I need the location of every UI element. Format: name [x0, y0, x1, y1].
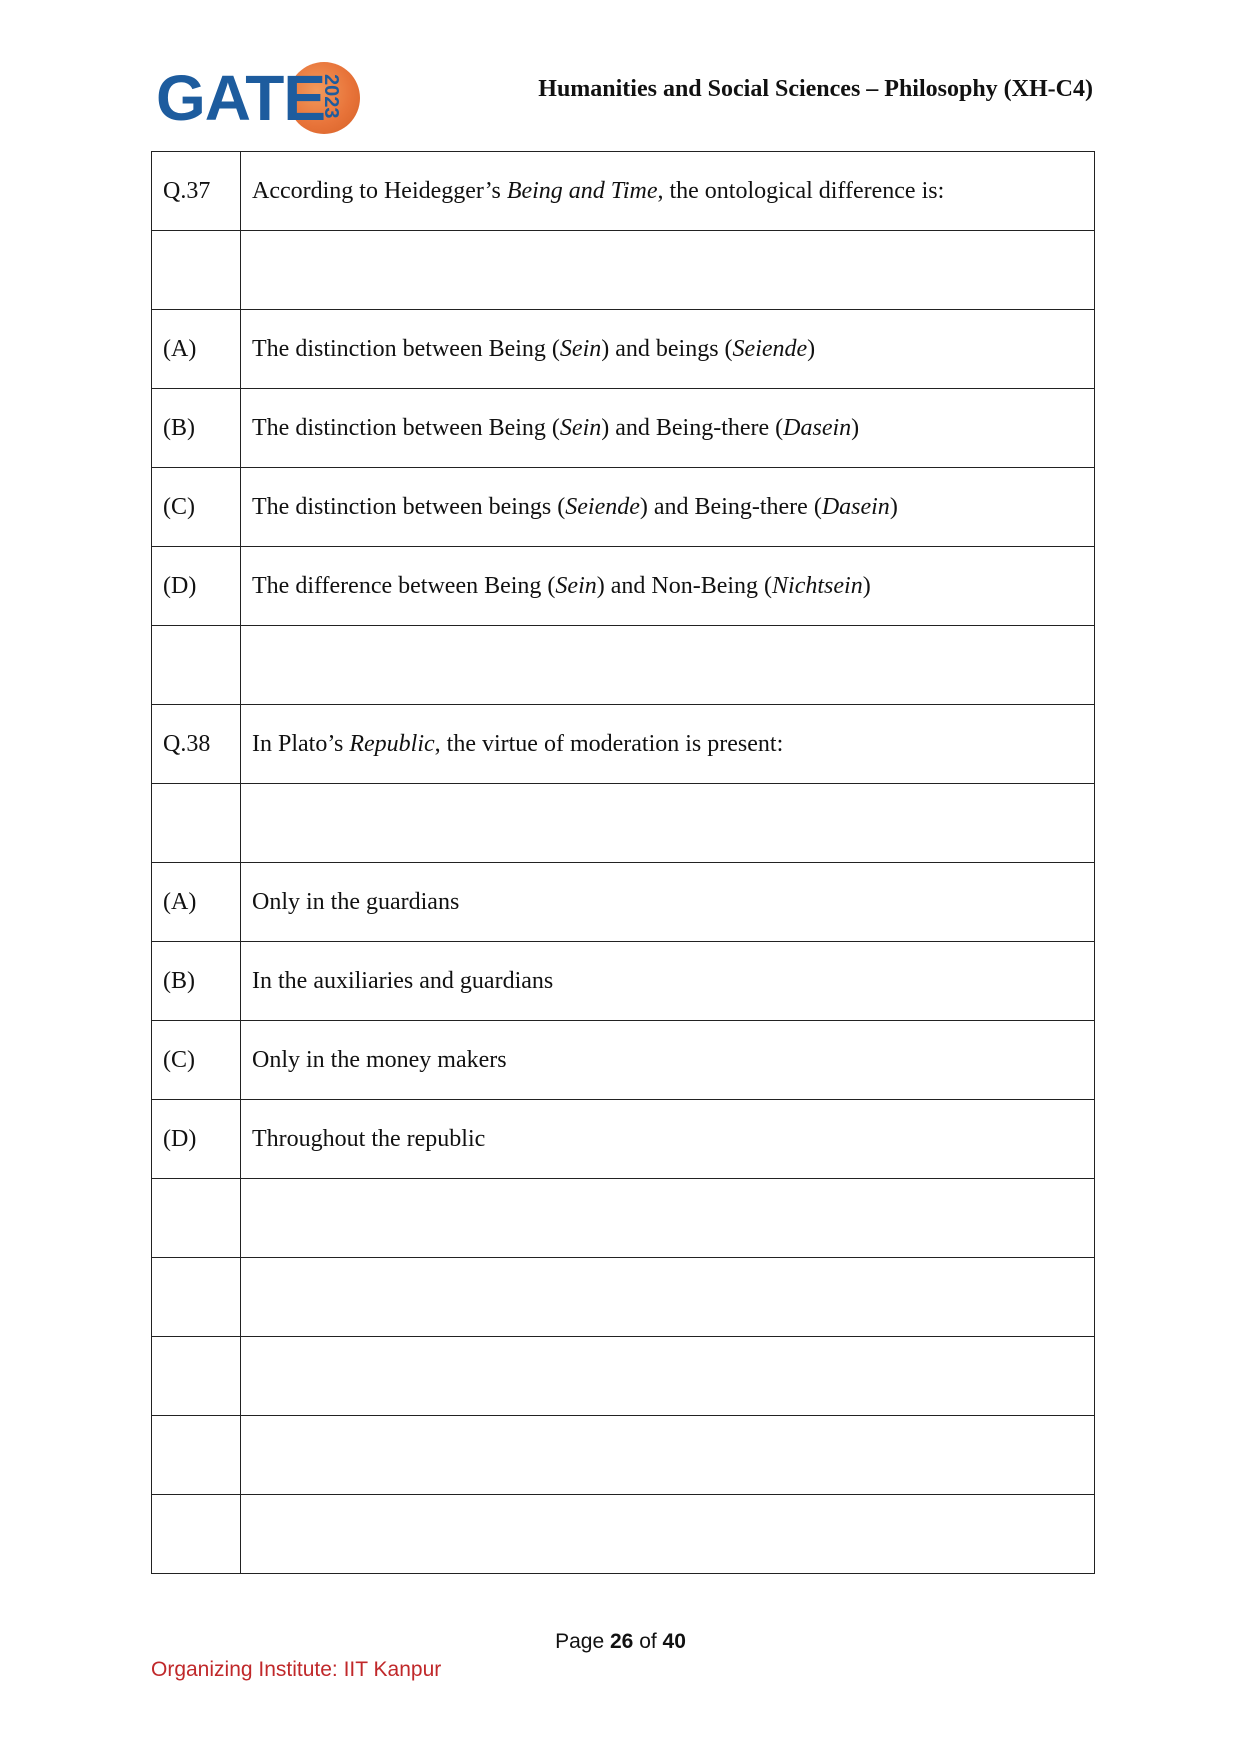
question-text-cell	[241, 1179, 1095, 1258]
text-fragment: ) and beings (	[601, 335, 733, 362]
question-number-cell	[152, 1337, 241, 1416]
question-number-cell: (D)	[152, 547, 241, 626]
text-fragment: )	[807, 335, 816, 362]
table-row	[152, 1258, 1095, 1337]
question-number-cell	[152, 784, 241, 863]
question-number-cell	[152, 231, 241, 310]
question-number-cell	[152, 1179, 241, 1258]
text-fragment: ) and Non-Being (	[596, 572, 773, 599]
question-number-cell: Q.37	[152, 152, 241, 231]
table-row	[152, 784, 1095, 863]
question-number-cell: (A)	[152, 310, 241, 389]
question-number-cell	[152, 1416, 241, 1495]
question-text-cell	[241, 1100, 1095, 1179]
text-fragment: ) and Being-there (	[639, 493, 822, 520]
table-row	[152, 1021, 1095, 1100]
question-text-cell	[241, 784, 1095, 863]
question-number-cell: Q.38	[152, 705, 241, 784]
organizing-institute: Organizing Institute: IIT Kanpur	[151, 1658, 442, 1681]
question-table	[151, 151, 1095, 1574]
text-fragment: According to Heidegger’s	[252, 177, 507, 204]
italic-text: Republic	[349, 730, 435, 757]
question-text-cell	[241, 468, 1095, 547]
text-fragment: The distinction between Being (	[252, 335, 560, 362]
text-fragment: ) and Being-there (	[601, 414, 784, 441]
table-row	[152, 389, 1095, 468]
text-fragment: )	[862, 572, 871, 599]
page-current: 26	[609, 1630, 634, 1653]
question-number-cell: (D)	[152, 1100, 241, 1179]
italic-text: Being and Time	[506, 177, 658, 204]
paper-title: Humanities and Social Sciences – Philosophy (XH-C4)	[538, 76, 1093, 102]
text-fragment: The difference between Being (	[252, 572, 556, 599]
question-text-cell	[241, 942, 1095, 1021]
italic-text: Dasein	[783, 414, 852, 441]
table-row	[152, 152, 1095, 231]
table-row	[152, 547, 1095, 626]
logo-year: 2023	[320, 74, 342, 119]
table-row	[152, 942, 1095, 1021]
page-word: Page	[555, 1630, 605, 1653]
table-row	[152, 310, 1095, 389]
italic-text: Sein	[555, 572, 597, 599]
table-row	[152, 1416, 1095, 1495]
question-number-cell: (C)	[152, 1021, 241, 1100]
table-row	[152, 1337, 1095, 1416]
question-number-cell	[152, 1258, 241, 1337]
question-text-cell	[241, 705, 1095, 784]
gate-2023-logo	[156, 60, 366, 140]
table-row	[152, 468, 1095, 547]
italic-text: Sein	[559, 335, 602, 362]
question-text-cell	[241, 1021, 1095, 1100]
text-fragment: In Plato’s	[252, 730, 350, 757]
question-text-cell	[241, 152, 1095, 231]
logo-text: GATE	[156, 62, 326, 134]
text-fragment: The distinction between Being (	[252, 414, 560, 441]
question-text-cell	[241, 1337, 1095, 1416]
italic-text: Dasein	[821, 493, 890, 520]
text-fragment: In the auxiliaries and guardians	[252, 967, 554, 994]
page-of: of	[639, 1630, 657, 1653]
question-number-cell: (B)	[152, 389, 241, 468]
text-fragment: Only in the money makers	[252, 1046, 507, 1073]
question-number-cell: (A)	[152, 863, 241, 942]
text-fragment: )	[889, 493, 898, 520]
table-row	[152, 705, 1095, 784]
table-row	[152, 1179, 1095, 1258]
text-fragment: , the ontological difference is:	[657, 177, 945, 204]
question-text-cell	[241, 231, 1095, 310]
text-fragment: The distinction between beings (	[252, 493, 566, 520]
question-text-cell	[241, 1495, 1095, 1574]
italic-text: Nichtsein	[772, 572, 863, 599]
table-row	[152, 1100, 1095, 1179]
table-row	[152, 1495, 1095, 1574]
italic-text: Seiende	[732, 335, 808, 362]
question-text-cell	[241, 626, 1095, 705]
text-fragment: Only in the guardians	[252, 888, 460, 915]
question-text-cell	[241, 1416, 1095, 1495]
text-fragment: , the virtue of moderation is present:	[434, 730, 784, 757]
table-row	[152, 626, 1095, 705]
question-text-cell	[241, 310, 1095, 389]
text-fragment: )	[851, 414, 860, 441]
question-number-cell: (C)	[152, 468, 241, 547]
question-text-cell	[241, 863, 1095, 942]
question-text-cell	[241, 389, 1095, 468]
page-total: 40	[662, 1630, 686, 1653]
italic-text: Sein	[559, 414, 602, 441]
question-text-cell	[241, 547, 1095, 626]
italic-text: Seiende	[565, 493, 640, 520]
question-number-cell: (B)	[152, 942, 241, 1021]
question-text-cell	[241, 1258, 1095, 1337]
text-fragment: Throughout the republic	[252, 1125, 486, 1152]
page-number	[0, 1630, 1241, 1654]
table-row	[152, 231, 1095, 310]
question-number-cell	[152, 626, 241, 705]
table-row	[152, 863, 1095, 942]
question-number-cell	[152, 1495, 241, 1574]
